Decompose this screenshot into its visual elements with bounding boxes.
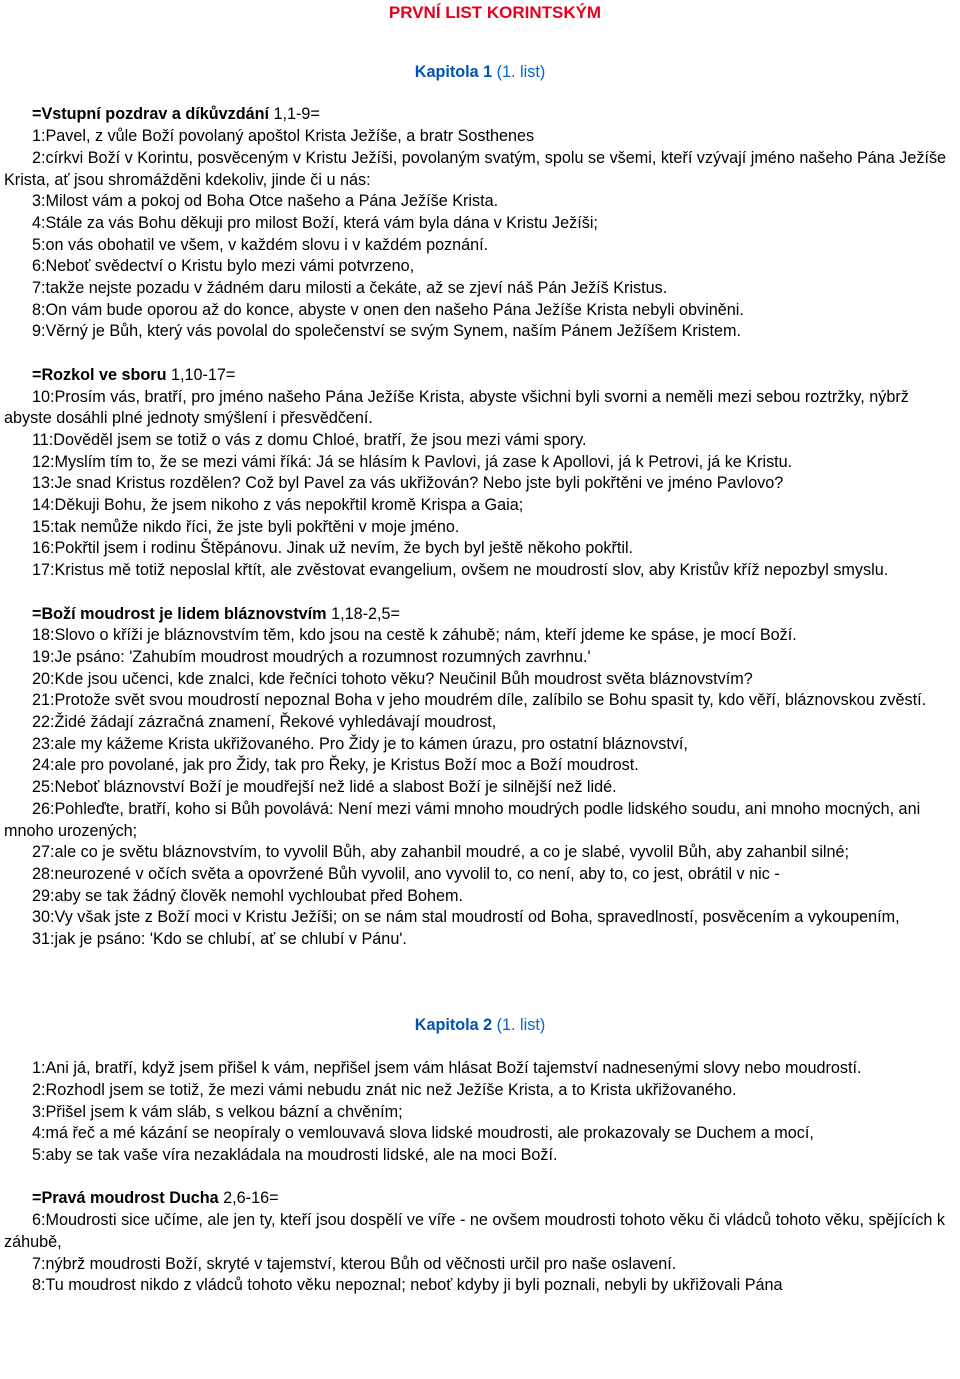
verse: 4:má řeč a mé kázání se neopíraly o vemlouvavá slova lidské moudrosti, ale prokazovaly se Duchem a mocí, [32,1124,814,1143]
chapter-subtitle: (1. list) [496,1016,546,1035]
section [4,104,956,343]
verse: 11:Dověděl jsem se totiž o vás z domu Chloé, bratří, že jsou mezi vámi spory. [32,430,587,449]
verse: 26:Pohleďte, bratří, koho si Bůh povolává: Není mezi vámi mnoho moudrých podle lidského soudu, ani mnoho mocných, ani mnoho urozených; [4,799,921,840]
verse: 2:církvi Boží v Korintu, posvěceným v Kristu Ježíši, povolaným svatým, spolu se všemi, kteří vzývají jméno našeho Pána Ježíše Krista, ať jsou shromážděni kdekoliv, jinde či u nás: [4,148,947,189]
verse: 14:Děkuji Bohu, že jsem nikoho z vás nepokřtil kromě Krispa a Gaia; [32,496,524,515]
chapter [4,1015,956,1296]
chapter-name: Kapitola 1 [414,62,493,81]
verse: 28:neurozené v očích světa a opovržené Bůh vyvolil, ano vyvolil to, co není, aby to, co jest, obrátil v nic - [32,864,780,883]
section-range: 1,1-9= [273,105,320,124]
section [4,1188,956,1297]
verse: 16:Pokřtil jsem i rodinu Štěpánovu. Jinak už nevím, že bych byl ještě někoho pokřtil. [32,539,634,558]
verse: 12:Myslím tím to, že se mezi vámi říká: Já se hlásím k Pavlovi, já zase k Apollovi, já k Petrovi, já ke Kristu. [32,452,793,471]
section-title: =Pravá moudrost Ducha [32,1189,219,1208]
chapter-heading [4,62,956,84]
chapter-gap [4,972,956,1015]
verse: 2:Rozhodl jsem se totiž, že mezi vámi nebudu znát nic než Ježíše Krista, a to Krista ukřižovaného. [32,1080,737,1099]
verse: 22:Židé žádají zázračná znamení, Řekové vyhledávají moudrost, [32,713,497,732]
section-title: =Vstupní pozdrav a díkůvzdání [32,105,270,124]
book-title: PRVNÍ LIST KORINTSKÝM [388,3,602,22]
verse: 7:nýbrž moudrosti Boží, skryté v tajemství, kterou Bůh od věčnosti určil pro naše oslavení. [32,1254,677,1273]
section-title: =Rozkol ve sboru [32,365,167,384]
section-range: 2,6-16= [223,1189,279,1208]
verse: 10:Prosím vás, bratří, pro jméno našeho Pána Ježíše Krista, abyste všichni byli svorni a neměli mezi sebou roztržky, nýbrž abyste dosáhli plné jednoty smýšlení i přesvědčení. [4,387,909,428]
section [4,365,956,582]
chapter-name: Kapitola 2 [414,1016,493,1035]
verse: 5:aby se tak vaše víra nezakládala na moudrosti lidské, ale na moci Boží. [32,1146,558,1164]
section-range: 1,18-2,5= [331,604,400,623]
chapter [4,62,956,951]
verse: 1:Pavel, z vůle Boží povolaný apoštol Krista Ježíše, a bratr Sosthenes [32,127,535,146]
section-range: 1,10-17= [170,365,236,384]
verse: 19:Je psáno: 'Zahubím moudrost moudrých a rozumnost rozumných zavrhnu.' [32,647,591,666]
verse: 30:Vy však jste z Boží moci v Kristu Ježíši; on se nám stal moudrostí od Boha, spravedlností, posvěcením a vykoupením, [32,908,900,927]
verse: 15:tak nemůže nikdo říci, že jste byli pokřtěni v moje jméno. [32,517,460,536]
verse: 8:Tu moudrost nikdo z vládců tohoto věku nepoznal; neboť kdyby ji byli poznali, nebyli by ukřižovali Pána [32,1276,783,1295]
section [4,604,956,951]
section-heading [4,104,956,126]
verse: 6:Neboť svědectví o Kristu bylo mezi vámi potvrzeno, [32,257,415,276]
verse: 31:jak je psáno: 'Kdo se chlubí, ať se chlubí v Pánu'. [32,930,407,949]
verse: 27:ale co je světu bláznovstvím, to vyvolil Bůh, aby zahanbil moudré, a co je slabé, vyvolil Bůh, aby zahanbil silné; [32,843,850,862]
verse: 9:Věrný je Bůh, který vás povolal do společenství se svým Synem, naším Pánem Ježíšem Kristem. [32,322,741,341]
verse: 4:Stále za vás Bohu děkuji pro milost Boží, která vám byla dána v Kristu Ježíši; [32,213,598,232]
section [4,1058,956,1167]
verse: 29:aby se tak žádný člověk nemohl vychloubat před Bohem. [32,886,464,905]
chapter-heading [4,1015,956,1037]
verse: 23:ale my kážeme Krista ukřižovaného. Pro Židy je to kámen úrazu, pro ostatní bláznovství, [32,734,688,753]
verse: 20:Kde jsou učenci, kde znalci, kde řečníci tohoto věku? Neučinil Bůh moudrost světa bláznovstvím? [32,669,753,688]
verse: 3:Přišel jsem k vám sláb, s velkou bázní a chvěním; [32,1102,403,1121]
verse: 13:Je snad Kristus rozdělen? Což byl Pavel za vás ukřižován? Nebo jste byli pokřtěni ve jméno Pavlovo? [32,474,784,493]
verse: 18:Slovo o kříži je bláznovstvím těm, kdo jsou na cestě k záhubě; nám, kteří jdeme ke spáse, je mocí Boží. [32,626,797,645]
verse: 7:takže nejste pozadu v žádném daru milosti a čekáte, až se zjeví náš Pán Ježíš Kristus. [32,279,668,298]
section-heading [4,604,956,626]
section-heading [4,365,956,387]
verse: 5:on vás obohatil ve všem, v každém slovu i v každém poznání. [32,235,489,254]
verse: 8:On vám bude oporou až do konce, abyste v onen den našeho Pána Ježíše Krista nebyli obviněni. [32,300,744,319]
verse: 24:ale pro povolané, jak pro Židy, tak pro Řeky, je Kristus Boží moc a Boží moudrost. [32,756,639,775]
chapter-subtitle: (1. list) [496,62,546,81]
verse: 1:Ani já, bratří, když jsem přišel k vám, nepřišel jsem vám hlásat Boží tajemství nadnesenými slovy nebo moudrostí. [32,1059,862,1078]
verse: 6:Moudrosti sice učíme, ale jen ty, kteří jsou dospělí ve víře - ne ovšem moudrosti tohoto věku či vládců tohoto věku, spějících k záhubě, [4,1211,945,1251]
verse: 21:Protože svět svou moudrostí nepoznal Boha v jeho moudrém díle, zalíbilo se Bohu spasit ty, kdo věří, bláznovskou zvěstí. [32,691,927,710]
section-heading [4,1188,956,1210]
section-title: =Boží moudrost je lidem bláznovstvím [32,604,327,623]
verse: 3:Milost vám a pokoj od Boha Otce našeho a Pána Ježíše Krista. [32,192,499,211]
chapters-container [4,62,956,1297]
verse: 25:Neboť bláznovství Boží je moudřejší než lidé a slabost Boží je silnější než lidé. [32,778,617,797]
verse: 17:Kristus mě totiž neposlal křtít, ale zvěstovat evangelium, ovšem ne moudrostí slov, aby Kristův kříž nepozbyl smyslu. [32,561,889,580]
